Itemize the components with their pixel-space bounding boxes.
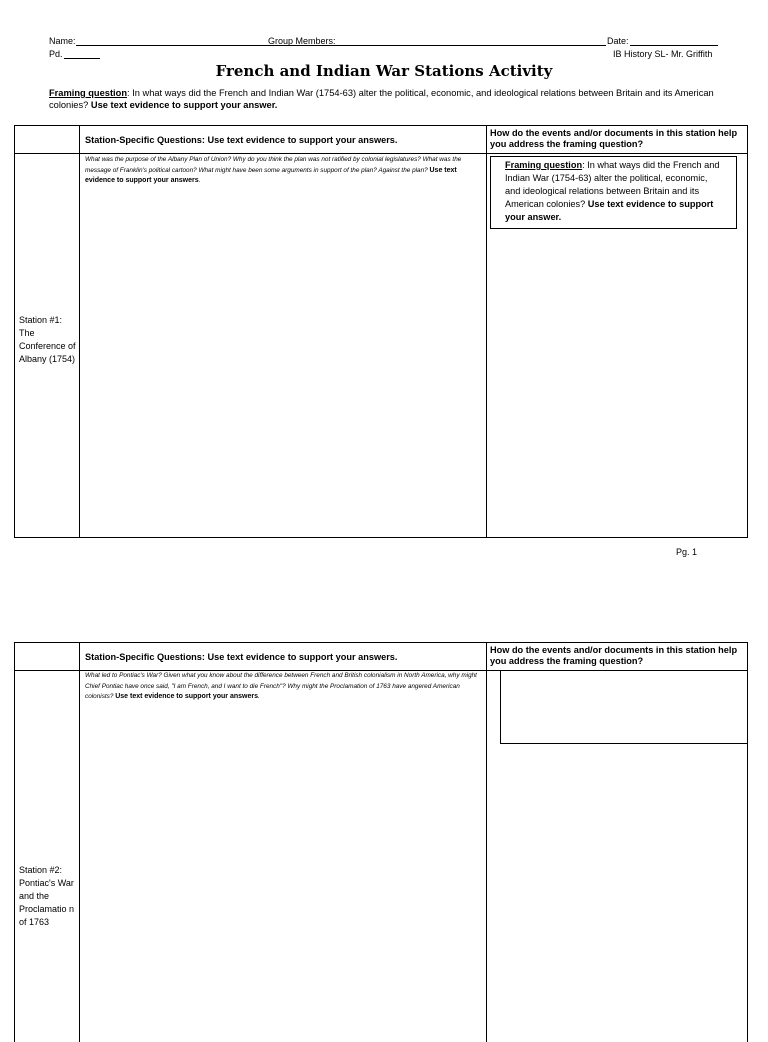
course-label: IB History SL- Mr. Griffith	[613, 49, 713, 59]
station-1-framing-instruction: Use text evidence to support your answer.	[505, 199, 714, 222]
column-divider	[486, 126, 487, 537]
date-underline	[630, 45, 718, 46]
name-label: Name:	[49, 36, 76, 46]
framing-question-label: Framing question	[49, 88, 127, 98]
framing-question	[49, 87, 729, 111]
station-1-question-end: .	[198, 177, 201, 184]
period-underline	[64, 58, 100, 59]
framing-question-text: : In what ways did the French and Indian War (1754-63) alter the political, economic, and ideological relations between Britain and its American colonies?	[49, 88, 714, 110]
station-1-table	[14, 125, 748, 538]
station-1-label: Station #1: The Conference of Albany (1754)	[19, 315, 76, 364]
column-divider	[486, 643, 487, 1042]
station-1-framing-text: : In what ways did the French and Indian War (1754-63) alter the political, economic, and ideological relations between Britain and its American colonies?	[505, 160, 720, 209]
page-number: Pg. 1	[676, 547, 698, 557]
framing-question-instruction: Use text evidence to support your answer.	[90, 100, 278, 110]
station-2-framing-box[interactable]	[500, 670, 748, 744]
station-1-question-instruction: Use text evidence to support your answers	[85, 166, 457, 184]
date-label: Date:	[607, 36, 629, 46]
questions-column-header: Station-Specific Questions: Use text evidence to support your answers.	[85, 135, 398, 145]
questions-column-header: Station-Specific Questions: Use text evidence to support your answers.	[85, 652, 398, 662]
period-label: Pd.	[49, 49, 63, 59]
column-divider	[79, 126, 80, 537]
header-row-divider	[15, 153, 747, 154]
name-group-underline	[76, 45, 606, 46]
station-2-question-instruction: Use text evidence to support your answers	[115, 693, 258, 700]
station-1-question-text: What was the purpose of the Albany Plan of Union? Why do you think the plan was not ratified by colonial legislatures? What was the message of Franklin's political cartoon? What might have been some arguments in support of the plan? Against the plan?	[85, 156, 462, 174]
station-2-label: Station #2: Pontiac's War and the Proclamatio n of 1763	[19, 865, 75, 927]
station-2-question-end: .	[257, 693, 260, 700]
framing-column-header: How do the events and/or documents in this station help you address the framing question?	[490, 128, 738, 149]
station-2-question-text: What led to Pontiac's War? Given what you know about the difference between French and British colonialism in North America, why might Chief Pontiac have once said, "I am French, and I want to die French"? Why might the Proclamation of 1763 have angered American colonists?	[85, 672, 477, 700]
station-2-table	[14, 642, 748, 1042]
page-title: French and Indian War Stations Activity	[215, 62, 553, 80]
group-members-label: Group Members:	[268, 36, 336, 46]
station-1-question	[85, 155, 481, 187]
station-1-framing-label: Framing question	[505, 160, 583, 170]
station-2-question	[85, 671, 481, 703]
column-divider	[79, 643, 80, 1042]
framing-column-header: How do the events and/or documents in this station help you address the framing question?	[490, 645, 738, 666]
station-1-framing-box[interactable]	[490, 156, 737, 229]
